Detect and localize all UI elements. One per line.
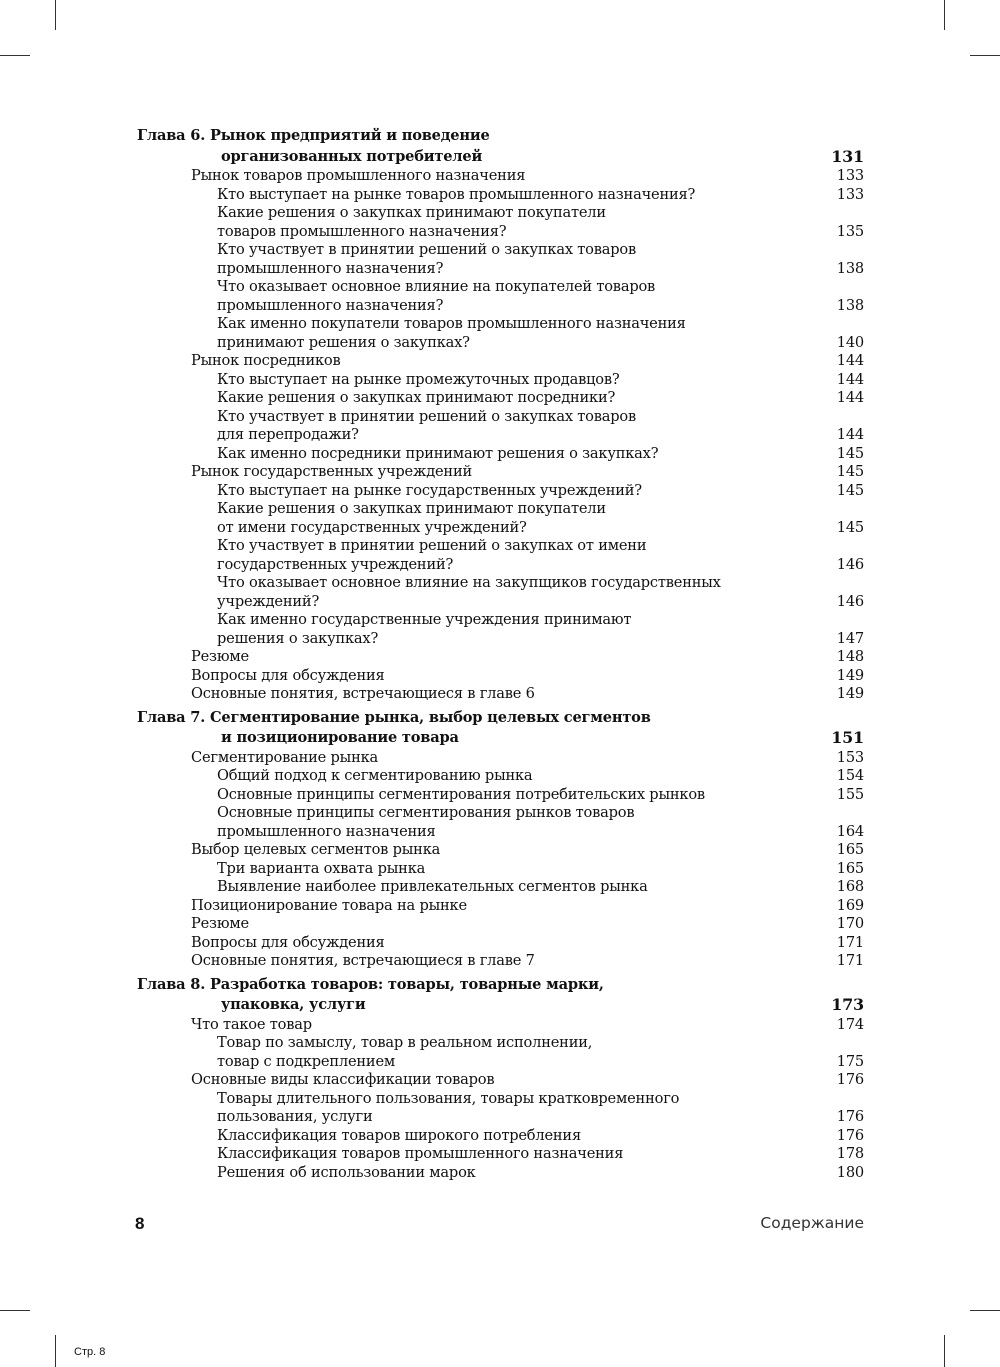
toc-page-number: 155 [836, 785, 864, 803]
toc-entry-line [137, 426, 864, 445]
toc-entry-line [137, 749, 864, 768]
toc-entry-line [137, 1145, 864, 1164]
toc-page-number: 133 [836, 167, 864, 184]
toc-entry-line [137, 860, 864, 879]
toc-entry-title: Резюме [191, 648, 249, 665]
toc-chapter-line [137, 975, 864, 996]
toc-entry-title: Кто участвует в принятии решений о закупках от имени [217, 537, 647, 554]
toc-entry-title: Товар по замыслу, товар в реальном исполнении, [217, 1034, 593, 1051]
toc-entry-title: Кто выступает на рынке товаров промышленного назначения? [217, 185, 696, 203]
toc-entry-line [137, 1090, 864, 1109]
toc-page-number: 176 [836, 1126, 864, 1144]
toc-entry-title: Как именно покупатели товаров промышленного назначения [217, 315, 686, 332]
page-label: Стр. 8 [74, 1346, 106, 1358]
toc-entry-line [137, 915, 864, 934]
toc-entry-line [137, 186, 864, 205]
toc-entry-title: упаковка, услуги [221, 996, 366, 1013]
toc-page-number: 144 [836, 352, 864, 369]
toc-page-number: 138 [836, 259, 864, 277]
toc-entry-title: Общий подход к сегментированию рынка [217, 767, 533, 784]
toc-entry-title: промышленного назначения? [217, 259, 444, 277]
toc-entry-line [137, 648, 864, 667]
toc-entry-line [137, 1053, 864, 1072]
toc-entry-line [137, 804, 864, 823]
toc-entry-line [137, 315, 864, 334]
crop-mark [0, 1310, 30, 1311]
toc-page-number: 178 [836, 1145, 864, 1162]
toc-entry-line [137, 463, 864, 482]
toc-entry-title: Основные принципы сегментирования потребительских рынков [217, 785, 705, 803]
toc-entry-title: Кто выступает на рынке промежуточных продавцов? [217, 370, 620, 388]
toc-entry-line [137, 519, 864, 538]
toc-entry-line [137, 389, 864, 408]
crop-mark [970, 1310, 1000, 1311]
toc-entry-line [137, 630, 864, 649]
toc-entry-title: Классификация товаров широкого потребления [217, 1126, 581, 1144]
toc-entry-line [137, 241, 864, 260]
toc-entry-title: Как именно посредники принимают решения о закупках? [217, 444, 659, 462]
toc-entry-line [137, 1071, 864, 1090]
toc-entry-title: Выбор целевых сегментов рынка [191, 841, 441, 858]
toc-entry-title: Рынок государственных учреждений [191, 463, 473, 480]
toc-page-number: 153 [836, 748, 864, 766]
toc-entry-line [137, 1034, 864, 1053]
toc-entry-title: Выявление наиболее привлекательных сегментов рынка [217, 878, 648, 895]
toc-entry-title: Какие решения о закупках принимают посредники? [217, 389, 616, 406]
toc-page-number: 169 [836, 896, 864, 914]
toc-entry-line [137, 878, 864, 897]
toc-entry-title: Три варианта охвата рынка [217, 859, 426, 877]
toc-page-number: 171 [836, 952, 864, 969]
toc-page-number: 154 [836, 767, 864, 784]
toc-entry-line [137, 482, 864, 501]
toc-page-number: 144 [836, 426, 864, 443]
toc-entry-line [137, 1127, 864, 1146]
toc-page-number: 147 [836, 629, 864, 647]
toc-page-number: 149 [836, 666, 864, 684]
toc-page-number: 133 [836, 185, 864, 203]
toc-chapter-line [137, 728, 864, 749]
toc-entry-title: Как именно государственные учреждения принимают [217, 611, 632, 628]
toc-page-number: 171 [836, 933, 864, 951]
toc-entry-line [137, 260, 864, 279]
page-number: 8 [135, 1214, 145, 1233]
toc-page-number: 170 [836, 915, 864, 932]
crop-mark [944, 0, 945, 30]
toc-page-number: 176 [836, 1108, 864, 1125]
toc-entry-title: учреждений? [217, 592, 320, 610]
toc-page-number: 149 [836, 685, 864, 702]
toc-entry-title: Основные понятия, встречающиеся в главе 6 [191, 685, 535, 702]
toc-page-number: 146 [836, 592, 864, 610]
toc-page-number: 168 [836, 878, 864, 895]
toc-entry-title: Основные понятия, встречающиеся в главе 7 [191, 952, 535, 969]
toc-entry-title: Вопросы для обсуждения [191, 666, 385, 684]
toc-chapter-line [137, 126, 864, 147]
toc-entry-line [137, 667, 864, 686]
toc-entry-line [137, 167, 864, 186]
toc-entry-line [137, 352, 864, 371]
toc-entry-line [137, 334, 864, 353]
toc-page-number: 165 [836, 859, 864, 877]
crop-mark [55, 1335, 56, 1367]
toc-entry-title: Классификация товаров промышленного назначения [217, 1145, 624, 1162]
toc-page-number: 174 [836, 1015, 864, 1033]
toc-entry-line [137, 823, 864, 842]
toc-entry-title: Основные принципы сегментирования рынков товаров [217, 804, 635, 821]
toc-entry-title: Товары длительного пользования, товары кратковременного [217, 1089, 680, 1107]
toc-entry-title: от имени государственных учреждений? [217, 518, 527, 536]
toc-entry-line [137, 1016, 864, 1035]
toc-page-number: 131 [831, 146, 864, 166]
crop-mark [0, 55, 30, 56]
toc-entry-line [137, 297, 864, 316]
toc-page-number: 144 [836, 370, 864, 388]
toc-entry-title: для перепродажи? [217, 426, 359, 443]
toc-entry-line [137, 952, 864, 971]
crop-mark [944, 1335, 945, 1367]
toc-entry-title: Что оказывает основное влияние на покупателей товаров [217, 278, 656, 295]
toc-entry-title: Какие решения о закупках принимают покупатели [217, 204, 606, 221]
toc-entry-line [137, 786, 864, 805]
toc-page-number: 144 [836, 389, 864, 406]
toc-chapter-line [137, 708, 864, 729]
toc-entry-line [137, 278, 864, 297]
toc-chapter-line [137, 995, 864, 1016]
toc-entry-line [137, 204, 864, 223]
running-footer-title: Содержание [760, 1214, 864, 1232]
toc-entry-line [137, 611, 864, 630]
toc-entry-line [137, 537, 864, 556]
toc-entry-line [137, 1164, 864, 1183]
toc-entry-title: Какие решения о закупках принимают покупатели [217, 500, 606, 517]
toc-page-number: 164 [836, 822, 864, 840]
toc-page-number: 145 [836, 518, 864, 536]
toc-entry-title: Кто выступает на рынке государственных учреждений? [217, 481, 642, 499]
toc-page-number: 180 [836, 1163, 864, 1181]
toc-entry-title: Решения об использовании марок [217, 1163, 476, 1181]
toc-entry-line [137, 934, 864, 953]
toc-entry-title: Глава 7. Сегментирование рынка, выбор целевых сегментов [137, 708, 651, 726]
toc-entry-title: Глава 8. Разработка товаров: товары, товарные марки, [137, 975, 604, 993]
toc-entry-title: Рынок посредников [191, 352, 341, 369]
toc-entry-line [137, 841, 864, 860]
toc-entry-title: Что такое товар [191, 1015, 312, 1033]
toc-page-number: 135 [836, 222, 864, 240]
toc-entry-title: организованных потребителей [221, 147, 483, 165]
toc-entry-line [137, 685, 864, 704]
toc-entry-line [137, 556, 864, 575]
toc-chapter-line [137, 147, 864, 168]
toc-page-number: 175 [836, 1052, 864, 1070]
crop-mark [970, 55, 1000, 56]
toc-entry-line [137, 445, 864, 464]
toc-entry-title: пользования, услуги [217, 1108, 373, 1125]
table-of-contents [137, 126, 864, 1182]
toc-entry-title: и позиционирование товара [221, 729, 459, 746]
toc-entry-title: Резюме [191, 915, 249, 932]
toc-entry-title: Кто участвует в принятии решений о закупках товаров [217, 241, 637, 258]
toc-page-number: 176 [836, 1071, 864, 1088]
toc-entry-title: Сегментирование рынка [191, 748, 379, 766]
toc-entry-title: Глава 6. Рынок предприятий и поведение [137, 127, 490, 144]
toc-page-number: 138 [836, 296, 864, 314]
toc-entry-line [137, 593, 864, 612]
toc-entry-title: Позиционирование товара на рынке [191, 896, 467, 914]
toc-page-number: 173 [831, 995, 864, 1014]
toc-entry-title: Рынок товаров промышленного назначения [191, 167, 526, 184]
toc-entry-title: Основные виды классификации товаров [191, 1071, 495, 1088]
toc-page-number: 146 [836, 555, 864, 573]
toc-entry-title: промышленного назначения? [217, 296, 444, 314]
toc-entry-title: Что оказывает основное влияние на закупщиков государственных [217, 574, 721, 591]
crop-mark [55, 0, 56, 30]
toc-entry-line [137, 500, 864, 519]
toc-entry-line [137, 574, 864, 593]
toc-entry-title: Кто участвует в принятии решений о закупках товаров [217, 407, 637, 425]
toc-entry-title: товаров промышленного назначения? [217, 222, 507, 240]
toc-entry-line [137, 767, 864, 786]
toc-entry-line [137, 371, 864, 390]
toc-page-number: 151 [831, 728, 864, 747]
toc-entry-line [137, 408, 864, 427]
toc-entry-line [137, 1108, 864, 1127]
toc-entry-title: принимают решения о закупках? [217, 333, 470, 351]
toc-page-number: 145 [836, 463, 864, 480]
toc-page-number: 140 [836, 333, 864, 351]
toc-entry-line [137, 897, 864, 916]
toc-page-number: 165 [836, 841, 864, 858]
toc-page-number: 145 [836, 481, 864, 499]
toc-entry-title: решения о закупках? [217, 629, 379, 647]
toc-entry-title: товар с подкреплением [217, 1052, 396, 1070]
toc-entry-line [137, 223, 864, 242]
toc-entry-title: государственных учреждений? [217, 555, 454, 573]
toc-entry-title: промышленного назначения [217, 822, 436, 840]
toc-page-number: 148 [836, 648, 864, 665]
toc-page-number: 145 [836, 444, 864, 462]
toc-entry-title: Вопросы для обсуждения [191, 933, 385, 951]
